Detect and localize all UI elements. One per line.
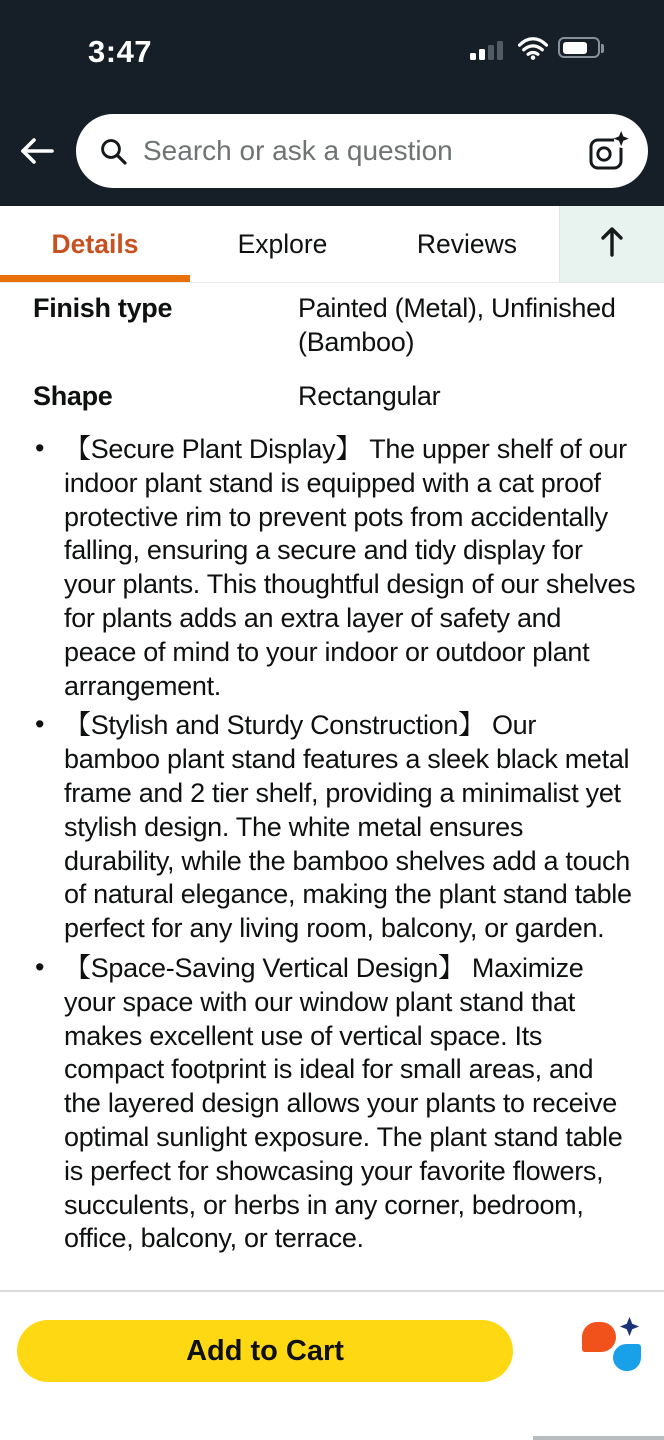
spec-value: Painted (Metal), Unfinished (Bamboo) xyxy=(298,293,616,357)
spec-label: Finish type xyxy=(33,293,173,323)
spec-label: Shape xyxy=(33,381,113,411)
feature-bullet-list xyxy=(33,433,636,1256)
feature-bullet-text: 【Stylish and Sturdy Construction】 Our bamboo plant stand features a sleek black metal frame and 2 tier shelf, providing a minimalist yet stylish design. The white metal ensures durability, while the bamboo shelves add a touch of natural elegance, making the plant stand table perfect for any living room, balcony, or garden. xyxy=(64,710,632,944)
app-header xyxy=(0,0,664,206)
product-details-content xyxy=(0,283,664,1290)
bottom-right-edge-line xyxy=(533,1436,664,1440)
tab-bar xyxy=(0,206,664,283)
tab-reviews[interactable] xyxy=(375,206,559,282)
spec-value: Rectangular xyxy=(298,381,441,411)
battery-icon xyxy=(558,37,600,58)
tab-reviews-label: Reviews xyxy=(416,228,518,259)
search-icon xyxy=(98,136,129,167)
wifi-icon xyxy=(518,37,548,65)
feature-bullet xyxy=(33,433,636,703)
search-input[interactable] xyxy=(143,135,586,167)
tab-details[interactable] xyxy=(0,206,190,282)
back-arrow-icon[interactable] xyxy=(16,134,56,168)
bullet-marker: • xyxy=(35,709,45,740)
scroll-to-top-button[interactable] xyxy=(559,206,664,282)
add-to-cart-button[interactable]: Add to Cart xyxy=(17,1320,513,1382)
bottom-action-bar xyxy=(0,1290,664,1440)
status-time: 3:47 xyxy=(88,34,153,69)
bullet-marker: • xyxy=(35,433,45,463)
search-bar[interactable] xyxy=(76,114,648,188)
cellular-signal-icon xyxy=(470,41,503,60)
feature-bullet-text: 【Secure Plant Display】 The upper shelf of our indoor plant stand is equipped with a cat proof protective rim to prevent pots from accidentally falling, ensuring a secure and tidy display for your plants. This thoughtful design of our shelves for plants adds an extra layer of safety and peace of mind to your indoor or outdoor plant arrangement. xyxy=(64,434,636,701)
rufus-assistant-button[interactable] xyxy=(582,1316,644,1374)
spec-row-finish-type xyxy=(33,291,636,359)
spec-row-shape xyxy=(33,379,636,413)
rufus-orange-bubble xyxy=(582,1322,616,1352)
tab-details-label: Details xyxy=(51,228,139,259)
up-arrow-icon xyxy=(597,225,627,264)
tab-explore-label: Explore xyxy=(237,228,328,259)
feature-bullet xyxy=(33,709,636,946)
bullet-marker: • xyxy=(35,951,45,982)
rufus-blue-bubble xyxy=(613,1344,641,1371)
camera-lens-icon[interactable] xyxy=(586,131,630,171)
tab-explore[interactable] xyxy=(190,206,375,282)
sparkle-icon xyxy=(619,1316,640,1342)
status-bar-icons xyxy=(470,36,620,62)
feature-bullet-text: 【Space-Saving Vertical Design】 Maximize your space with our window plant stand that makes excellent use of vertical space. Its compact footprint is ideal for small areas, and the layered design allows your plants to receive optimal sunlight exposure. The plant stand table is perfect for showcasing your favorite flowers, succulents, or herbs in any corner, bedroom, office, balcony, or terrace. xyxy=(64,952,623,1254)
feature-bullet xyxy=(33,952,636,1256)
active-tab-underline xyxy=(0,275,190,282)
